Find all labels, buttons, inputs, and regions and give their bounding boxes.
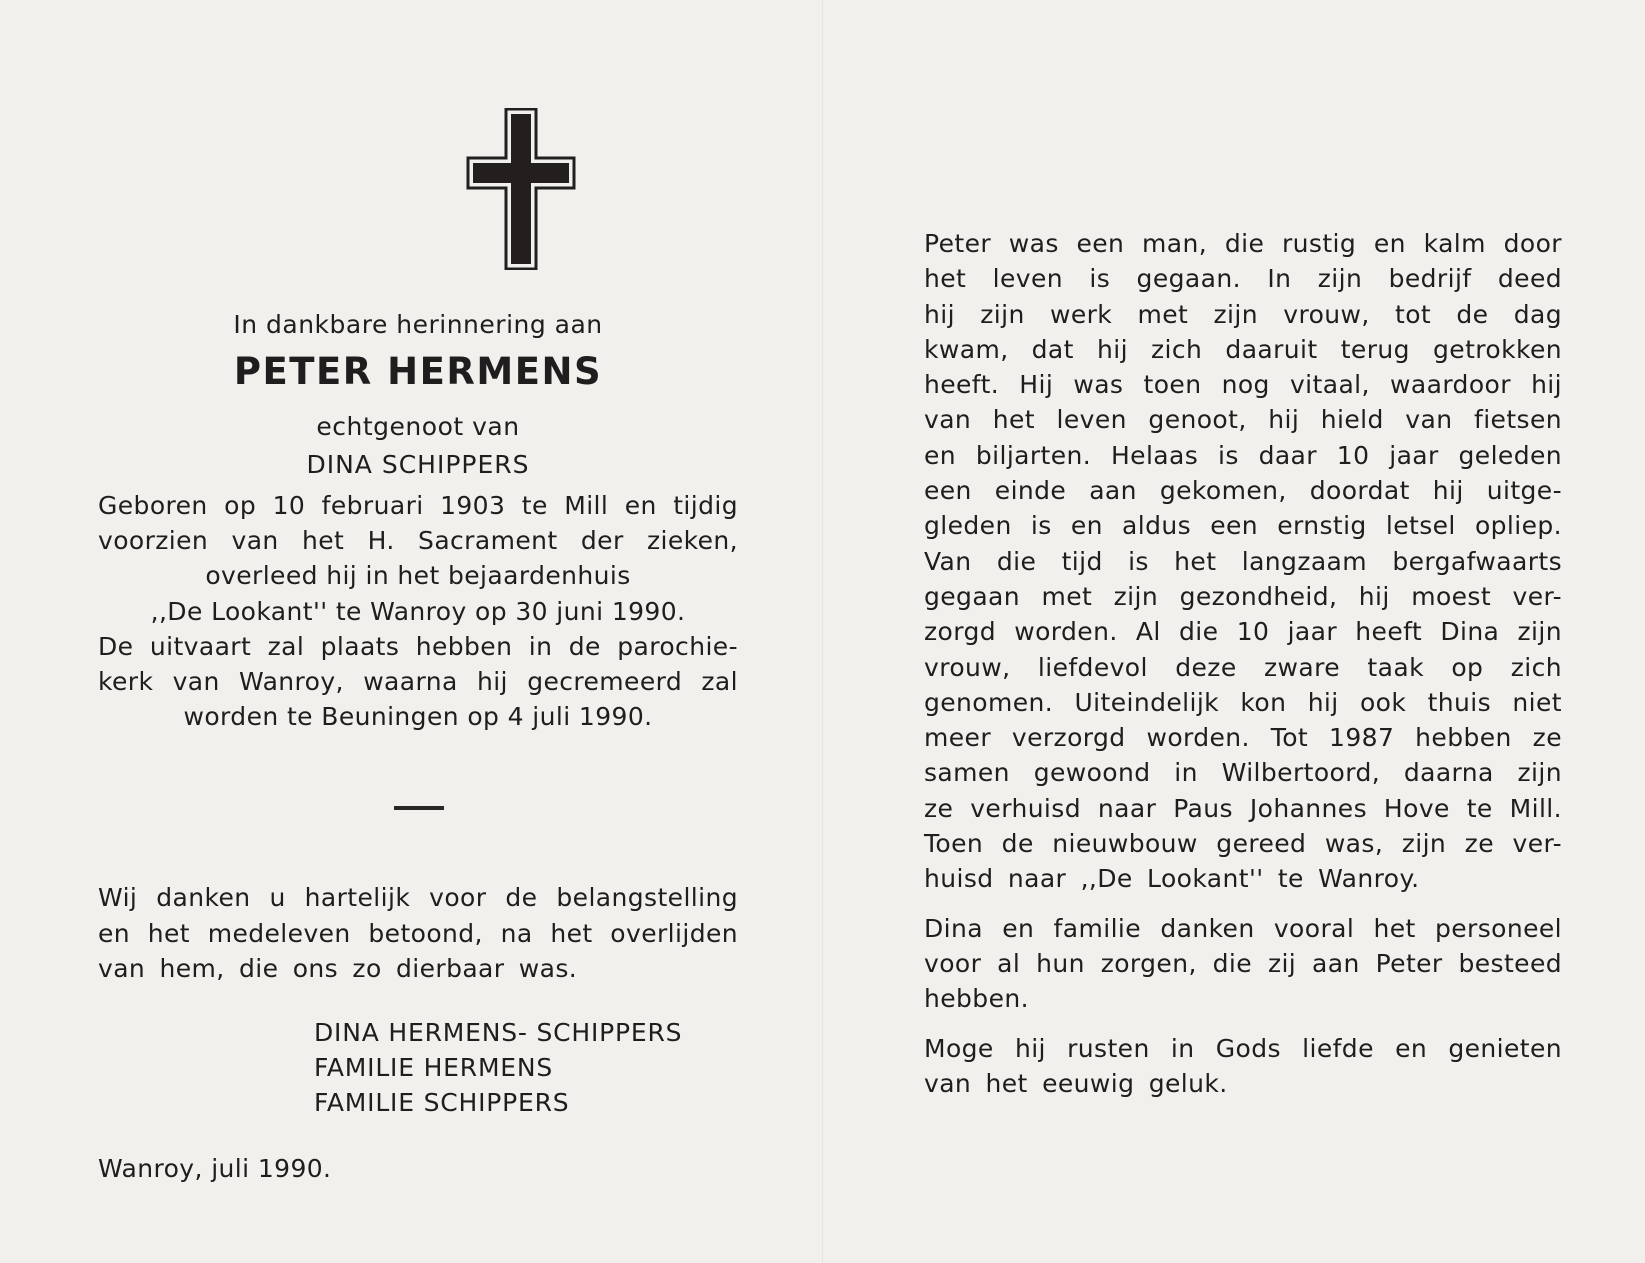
bio-line: De uitvaart zal plaats hebben in de parochie- — [98, 631, 738, 661]
story-paragraph-1 — [924, 226, 1562, 897]
story-line: Toen de nieuwbouw gereed was, zijn ze ver- — [924, 829, 1562, 859]
latin-cross-icon — [466, 108, 576, 270]
place-date: Wanroy, juli 1990. — [98, 1154, 332, 1183]
story-line: en biljarten. Helaas is daar 10 jaar geleden — [924, 440, 1562, 470]
spouse-name: DINA SCHIPPERS — [306, 450, 530, 479]
intro-text: In dankbare herinnering aan — [233, 310, 603, 339]
story-line: Dina en familie danken vooral het personeel — [924, 913, 1562, 943]
story-line: huisd naar ,,De Lookant'' te Wanroy. — [924, 864, 1420, 894]
signer: FAMILIE SCHIPPERS — [314, 1088, 570, 1117]
story-line: een einde aan gekomen, doordat hij uitge- — [924, 476, 1562, 506]
bio-line: worden te Beuningen op 4 juli 1990. — [183, 702, 653, 732]
bio-line: overleed hij in het bejaardenhuis — [205, 561, 631, 591]
story-line: gleden is en aldus een ernstig letsel opliep. — [924, 511, 1562, 541]
story-line: heeft. Hij was toen nog vitaal, waardoor hij — [924, 370, 1562, 400]
story-line: Van die tijd is het langzaam bergafwaarts — [924, 546, 1562, 576]
story-line: ze verhuisd naar Paus Johannes Hove te Mill. — [924, 793, 1562, 823]
card-fold — [822, 0, 824, 1263]
cross-emblem — [466, 108, 576, 270]
story-line: zorgd worden. Al die 10 jaar heeft Dina zijn — [924, 617, 1562, 647]
story-line: genomen. Uiteindelijk kon hij ook thuis niet — [924, 687, 1562, 717]
thanks-text — [98, 880, 738, 987]
signers-list — [314, 1015, 754, 1120]
story-paragraph-3 — [924, 1031, 1562, 1102]
bio-line: ,,De Lookant'' te Wanroy op 30 juni 1990. — [150, 596, 686, 626]
story-line: voor al hun zorgen, die zij aan Peter besteed — [924, 948, 1562, 978]
story-line: van het eeuwig geluk. — [924, 1068, 1228, 1098]
story-line: van het leven genoot, hij hield van fietsen — [924, 405, 1562, 435]
story-line: meer verzorgd worden. Tot 1987 hebben ze — [924, 723, 1562, 753]
thanks-line: Wij danken u hartelijk voor de belangstelling — [98, 883, 738, 912]
thanks-line: en het medeleven betoond, na het overlijden — [98, 918, 738, 948]
biography-text — [98, 488, 738, 734]
bio-line: voorzien van het H. Sacrament der zieken, — [98, 526, 738, 556]
story-line: hij zijn werk met zijn vrouw, tot de dag — [924, 299, 1562, 329]
story-line: kwam, dat hij zich daaruit terug getrokken — [924, 334, 1562, 364]
story-line: hebben. — [924, 984, 1029, 1014]
spouse-label: echtgenoot van — [316, 412, 520, 441]
deceased-name: PETER HERMENS — [233, 350, 603, 393]
signer: FAMILIE HERMENS — [314, 1053, 554, 1082]
story-line: Peter was een man, die rustig en kalm door — [924, 229, 1562, 258]
thanks-line: van hem, die ons zo dierbaar was. — [98, 954, 578, 983]
bio-line: kerk van Wanroy, waarna hij gecremeerd zal — [98, 667, 738, 697]
right-panel — [924, 226, 1562, 1115]
bio-line: Geboren op 10 februari 1903 te Mill en tijdig — [98, 491, 738, 520]
story-line: samen gewoond in Wilbertoord, daarna zijn — [924, 758, 1562, 788]
story-line: Moge hij rusten in Gods liefde en genieten — [924, 1033, 1562, 1063]
signer: DINA HERMENS- SCHIPPERS — [314, 1018, 683, 1047]
story-line: vrouw, liefdevol deze zware taak op zich — [924, 652, 1562, 682]
story-line: gegaan met zijn gezondheid, hij moest ver- — [924, 581, 1562, 611]
story-line: het leven is gegaan. In zijn bedrijf deed — [924, 264, 1562, 294]
story-paragraph-2 — [924, 911, 1562, 1017]
divider — [394, 806, 444, 810]
